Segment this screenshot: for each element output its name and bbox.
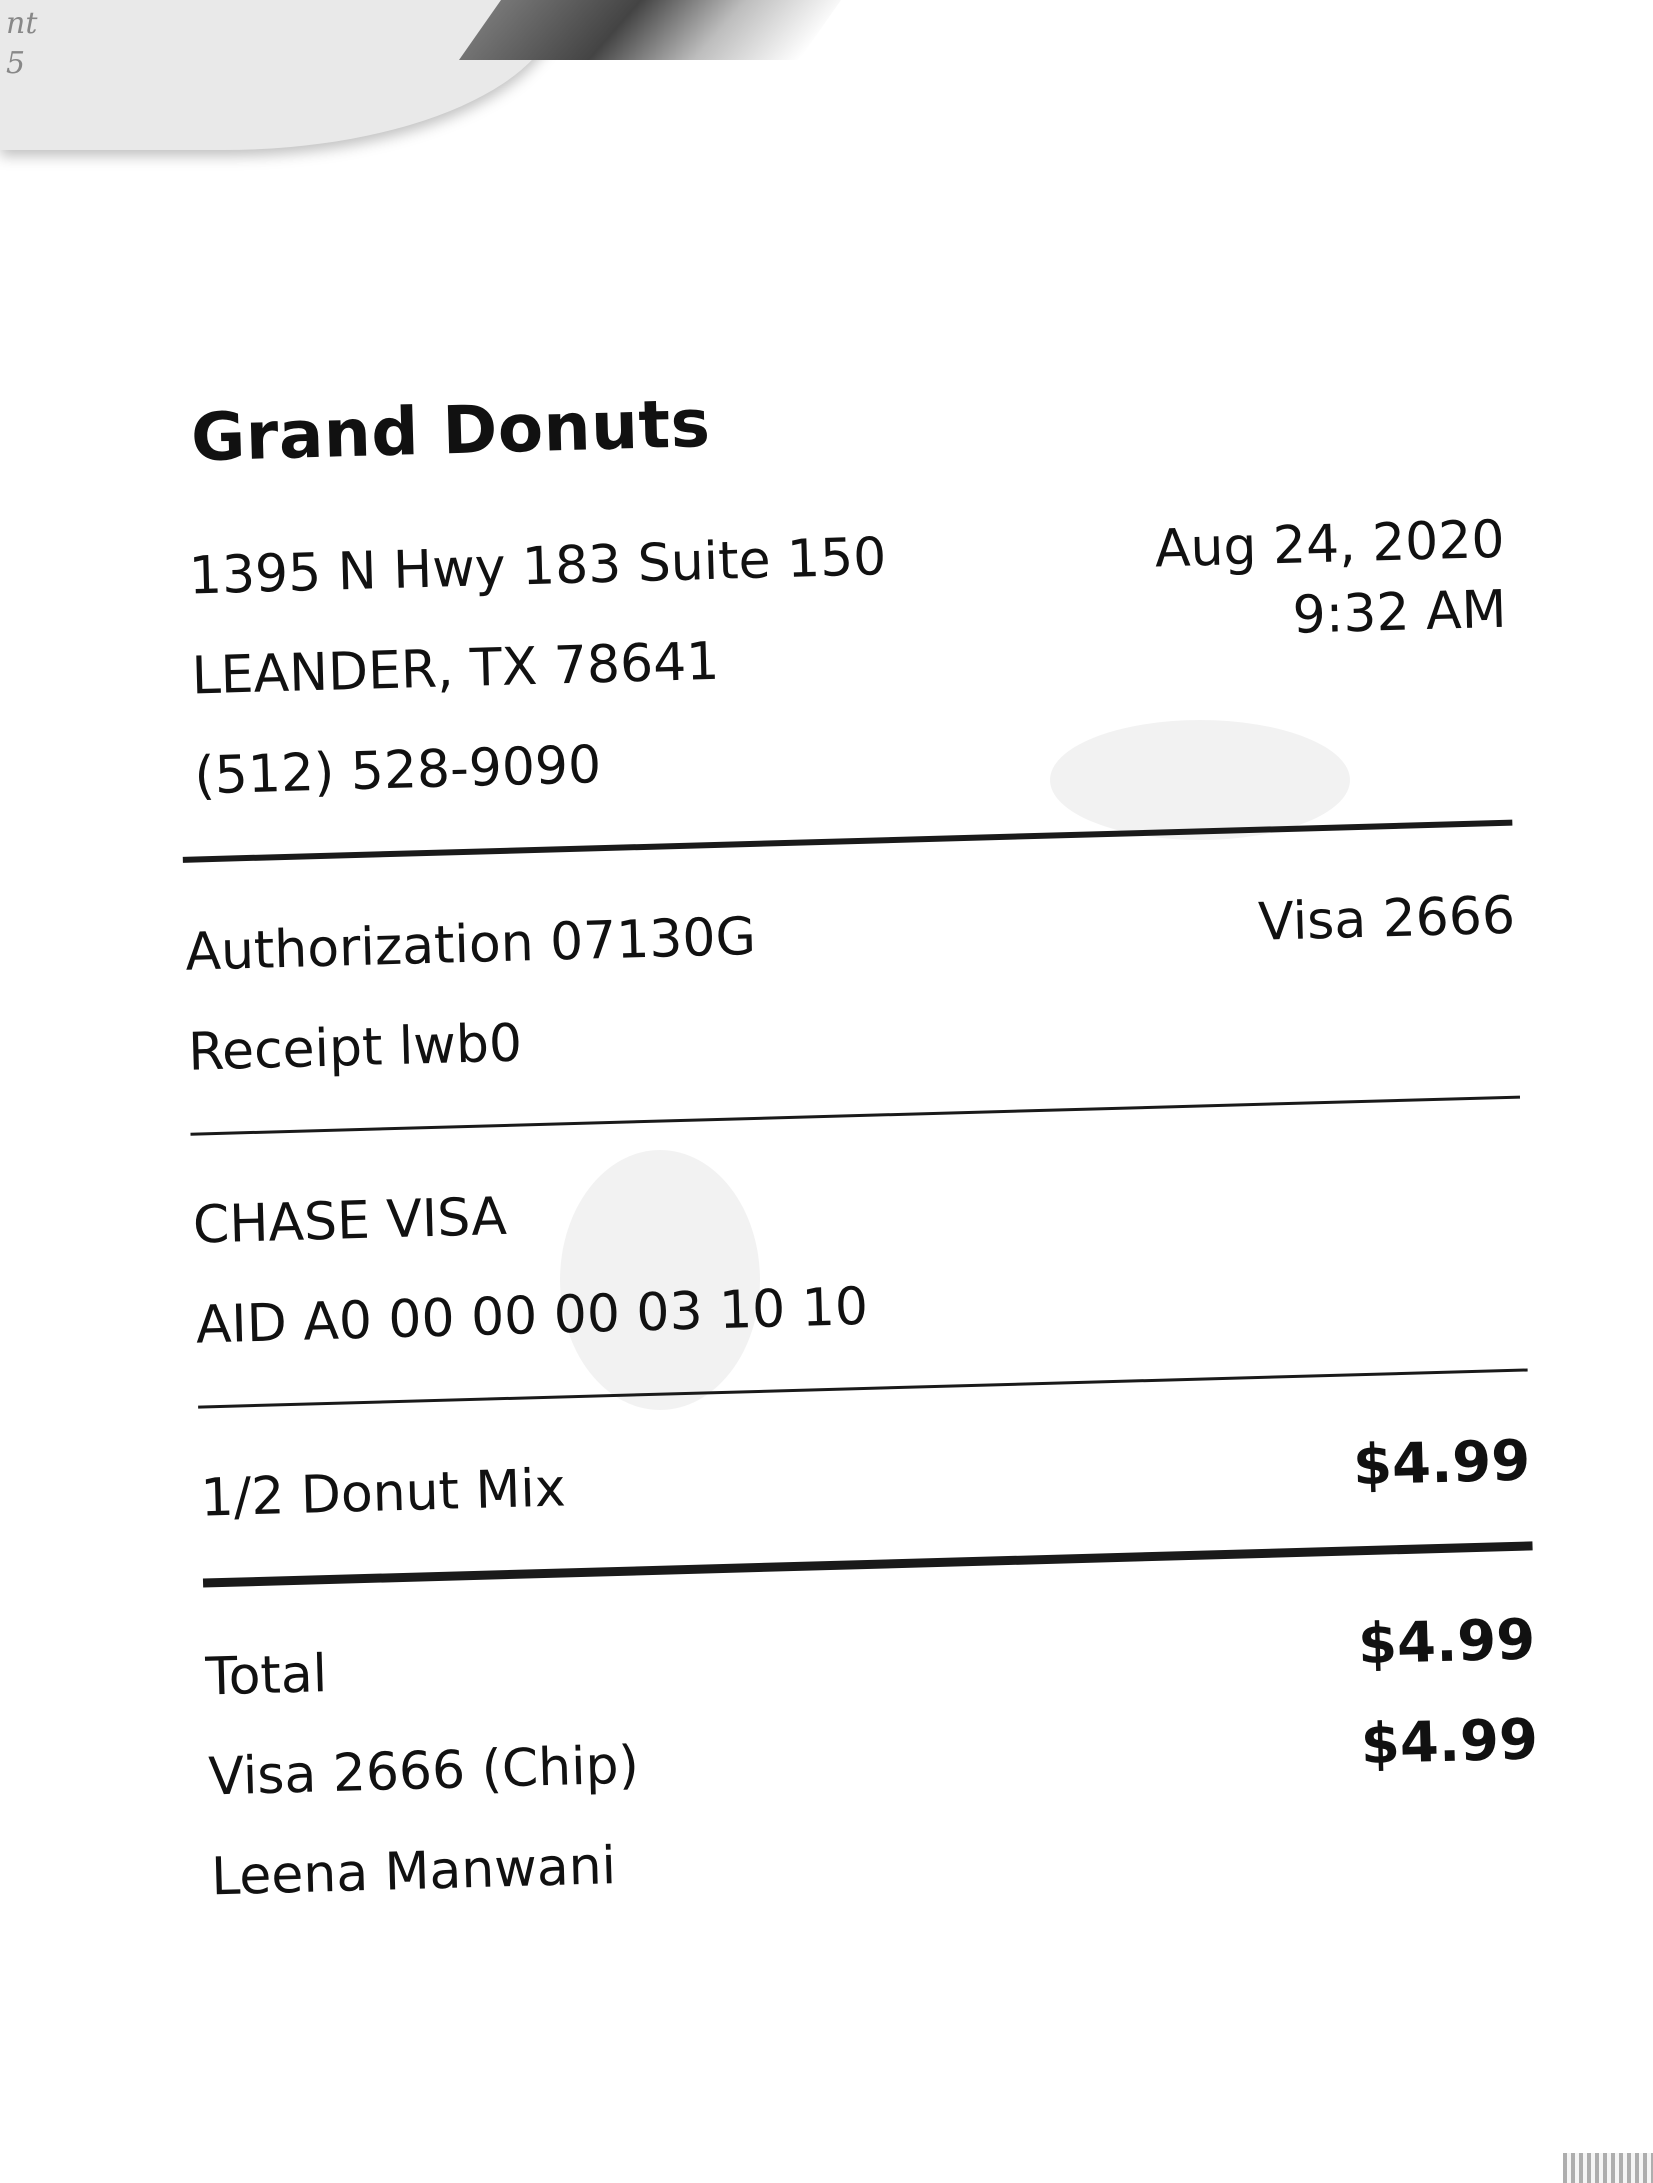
divider bbox=[198, 1368, 1528, 1408]
receipt bbox=[170, 363, 1542, 1928]
divider bbox=[190, 1096, 1520, 1136]
divider bbox=[183, 820, 1513, 863]
line-item bbox=[199, 1411, 1531, 1548]
store-name: Grand Donuts bbox=[189, 384, 712, 477]
address-line-1: 1395 N Hwy 183 Suite 150 bbox=[188, 527, 888, 607]
scrap-handwriting: nt 5 bbox=[6, 6, 38, 81]
store-info-row bbox=[174, 490, 1512, 827]
card-issuer: CHASE VISA bbox=[192, 1186, 508, 1256]
total-label: Total bbox=[204, 1644, 328, 1708]
authorization-code: Authorization 07130G bbox=[184, 906, 757, 983]
transaction-time: 9:32 AM bbox=[1291, 579, 1508, 646]
store-phone: (512) 528-9090 bbox=[193, 735, 602, 807]
torn-paper-scrap bbox=[0, 0, 560, 150]
payment-value: $4.99 bbox=[1359, 1707, 1539, 1778]
cardholder-name: Leena Manwani bbox=[210, 1836, 617, 1908]
emv-block bbox=[192, 1139, 1527, 1376]
corner-print-mark bbox=[1563, 2153, 1653, 2183]
payment-label: Visa 2666 (Chip) bbox=[207, 1735, 640, 1808]
receipt-number: Receipt lwb0 bbox=[187, 1013, 523, 1083]
card-summary: Visa 2666 bbox=[1257, 885, 1516, 953]
transaction-datetime bbox=[1154, 490, 1508, 670]
total-value: $4.99 bbox=[1357, 1607, 1537, 1678]
address-line-2: LEANDER, TX 78641 bbox=[190, 631, 721, 707]
auth-block bbox=[184, 887, 760, 1103]
application-id: AID A0 00 00 00 03 10 10 bbox=[195, 1276, 869, 1356]
divider bbox=[203, 1541, 1533, 1587]
store-address bbox=[174, 507, 894, 827]
paper-shadow bbox=[459, 0, 841, 60]
transaction-date: Aug 24, 2020 bbox=[1154, 509, 1506, 580]
auth-row bbox=[184, 866, 1519, 1103]
item-price: $4.99 bbox=[1352, 1428, 1532, 1499]
item-name: 1/2 Donut Mix bbox=[199, 1458, 567, 1529]
